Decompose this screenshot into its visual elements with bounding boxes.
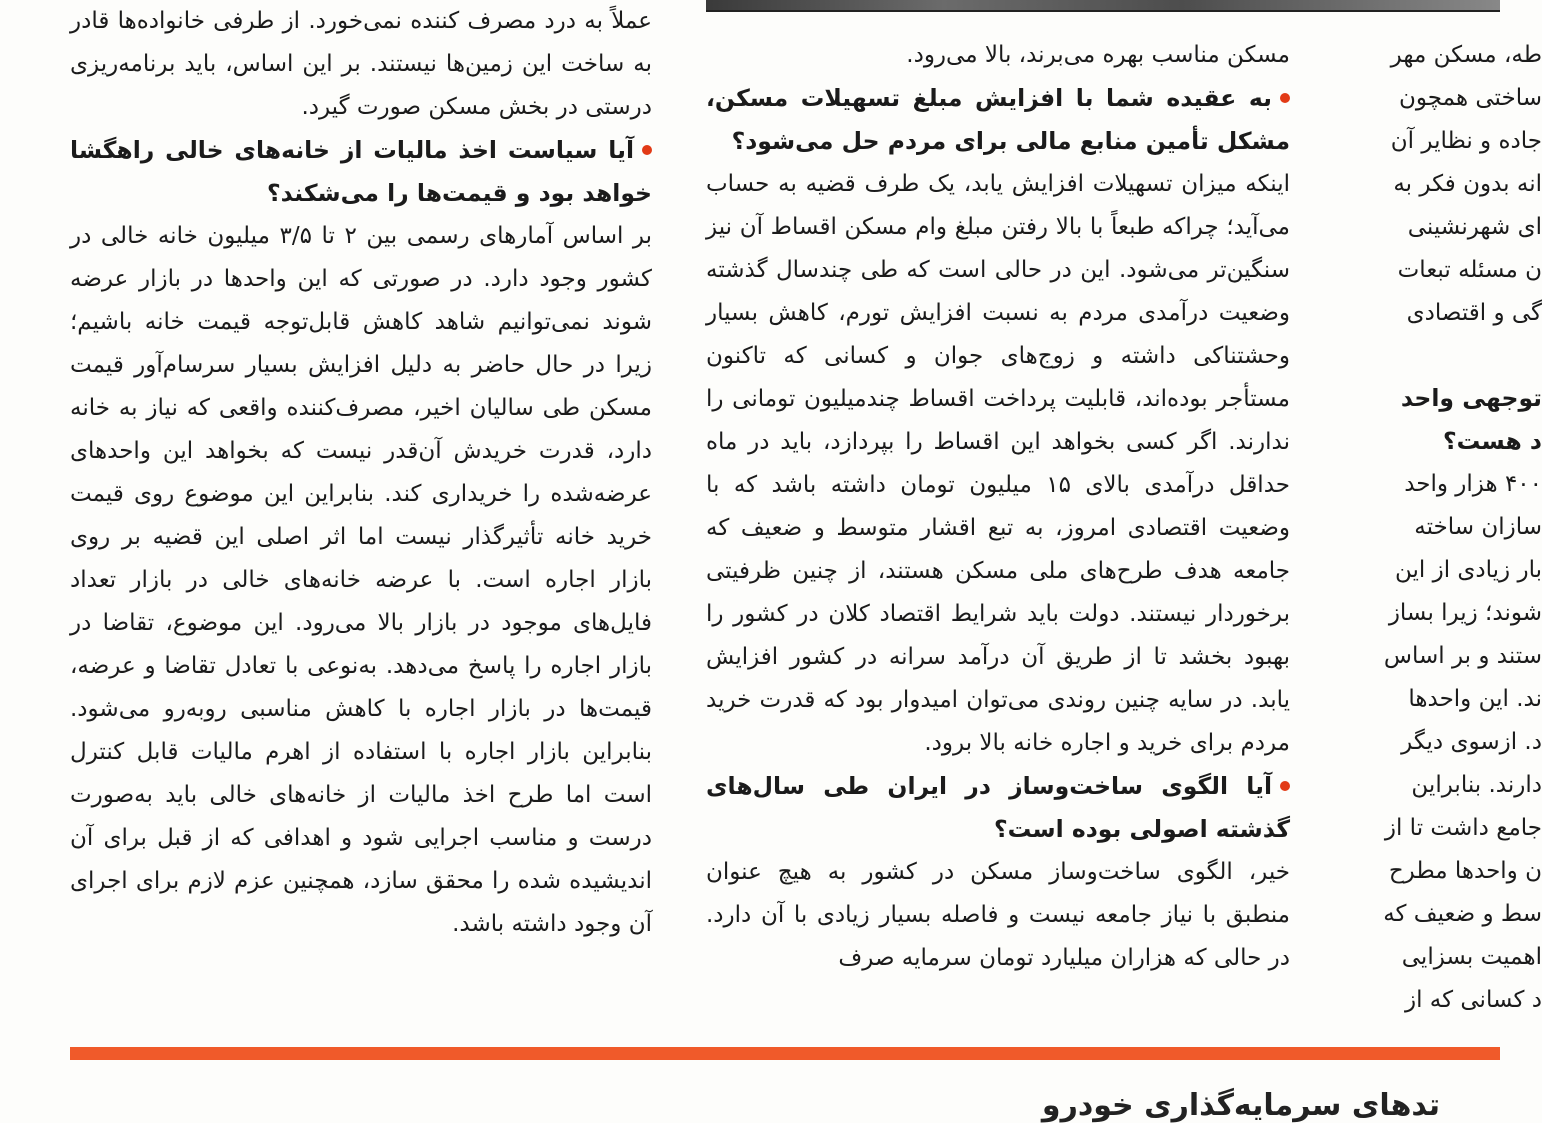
right-line: گی و اقتصادی <box>1406 300 1542 326</box>
right-column <box>1342 34 1542 1022</box>
bullet-icon <box>1280 781 1290 791</box>
left-intro: عملاً به درد مصرف کننده نمی‌خورد. از طرفی خانواده‌ها قادر به ساخت این زمین‌ها نیستند. بر این اساس، باید برنامه‌ریزی درستی در بخش مسکن صورت گیرد. <box>70 8 652 120</box>
middle-question-1-text: به عقیده شما با افزایش مبلغ تسهیلات مسکن، مشکل تأمین منابع مالی برای مردم حل می‌شود؟ <box>706 84 1290 155</box>
right-line: ند. این واحدها <box>1408 686 1542 712</box>
middle-intro: مسکن مناسب بهره می‌برند، بالا می‌رود. <box>906 42 1290 68</box>
left-answer: بر اساس آمارهای رسمی بین ۲ تا ۳/۵ میلیون خانه خالی در کشور وجود دارد. در صورتی که این واحدها در بازار عرضه شوند نمی‌توانیم شاهد کاهش قابل‌توجه قیمت خانه باشیم؛ زیرا در حال حاضر به دلیل افزایش بسیار سرسام‌آور قیمت مسکن طی سالیان اخیر، مصرف‌کننده واقعی که نیاز به خانه دارد، قدرت خریدش آن‌قدر نیست که بخواهد این واحدهای عرضه‌شده را خریداری کند. بنابراین این موضوع روی قیمت خرید خانه تأثیرگذار نیست اما اثر اصلی این قضیه بر روی بازار اجاره است. با عرضه خانه‌های خالی در بازار تعداد فایل‌های موجود در بازار بالا می‌رود. این موضوع، تقاضا در بازار اجاره را پاسخ می‌دهد. به‌نوعی با تعادل تقاضا و عرضه، قیمت‌ها در بازار اجاره با کاهش مناسبی روبه‌رو می‌شود. بنابراین بازار اجاره با استفاده از اهرم مالیات قابل کنترل است اما طرح اخذ مالیات از خانه‌های خالی باید به‌صورت درست و مناسب اجرایی شود و اهدافی که از قبل برای آن اندیشیده شده را محقق سازد، همچنین عزم لازم برای اجرای آن وجود داشته باشد. <box>70 223 652 937</box>
middle-question-1 <box>706 77 1290 163</box>
left-question-text: آیا سیاست اخذ مالیات از خانه‌های خالی راهگشا خواهد بود و قیمت‌ها را می‌شکند؟ <box>70 136 652 207</box>
bullet-icon <box>1280 93 1290 103</box>
right-line: طه، مسکن مهر <box>1390 42 1542 68</box>
right-line: سازان ساخته <box>1414 514 1542 540</box>
right-line: انه بدون فکر به <box>1393 171 1542 197</box>
left-column <box>70 0 652 946</box>
middle-question-2-text: آیا الگوی ساخت‌وساز در ایران طی سال‌های گذشته اصولی بوده است؟ <box>706 772 1290 843</box>
right-line: د کسانی که از <box>1404 987 1542 1013</box>
next-article-title: تدهای سرمایه‌گذاری خودرو <box>1041 1088 1440 1123</box>
right-column-clip <box>1342 0 1542 1040</box>
right-line: جامع داشت تا از <box>1384 815 1542 841</box>
right-line: ن مسئله تبعات <box>1397 257 1542 283</box>
right-line: جاده و نظایر آن <box>1390 128 1542 154</box>
middle-answer-2: خیر، الگوی ساخت‌وساز مسکن در کشور به هیچ عنوان منطبق با نیاز جامعه نیست و فاصله بسیار زیادی با آن دارد. در حالی که هزاران میلیارد تومان سرمایه صرف <box>706 859 1290 971</box>
bullet-icon <box>642 145 652 155</box>
right-line: ۴۰۰ هزار واحد <box>1404 471 1542 497</box>
right-heading-line: توجهی واحد <box>1400 384 1542 412</box>
right-line: ساختی همچون <box>1399 85 1542 111</box>
right-line: بار زیادی از این <box>1394 557 1542 583</box>
right-line: ستند و بر اساس <box>1383 643 1542 669</box>
middle-answer-1: اینکه میزان تسهیلات افزایش یابد، یک طرف قضیه به حساب می‌آید؛ چراکه طبعاً با بالا رفتن مبلغ وام مسکن اقساط آن نیز سنگین‌تر می‌شود. این در حالی است که طی چندسال گذشته وضعیت درآمدی مردم به نسبت افزایش تورم، کاهش بسیار وحشتناکی داشته و زوج‌های جوان و کسانی که تاکنون مستأجر بوده‌اند، قابلیت پرداخت اقساط چندمیلیون تومانی را ندارند. اگر کسی بخواهد این اقساط را بپردازد، باید در ماه حداقل درآمدی بالای ۱۵ میلیون تومان داشته باشد که با وضعیت اقتصادی امروز، به تبع اقشار متوسط و ضعیف که جامعه هدف طرح‌های ملی مسکن هستند، از چنین ظرفیتی برخوردار نیستند. دولت باید شرایط اقتصاد کلان در کشور را بهبود بخشد تا از طریق آن درآمد سرانه در کشور افزایش یابد. در سایه چنین روندی می‌توان امیدوار بود که قدرت خرید مردم برای خرید و اجاره خانه بالا برود. <box>706 171 1290 756</box>
right-line: سط و ضعیف که <box>1383 901 1542 927</box>
right-line: اهمیت بسزایی <box>1401 944 1542 970</box>
middle-column <box>706 34 1290 980</box>
spacer <box>1342 335 1542 377</box>
left-question-heading <box>70 129 652 215</box>
right-line: د. ازسوی دیگر <box>1401 729 1542 755</box>
right-line: ن واحدها مطرح <box>1388 858 1542 884</box>
section-divider <box>70 1047 1500 1060</box>
right-line: شوند؛ زیرا بساز <box>1388 600 1542 626</box>
middle-question-2 <box>706 765 1290 851</box>
right-heading-line: د هست؟ <box>1443 427 1542 455</box>
right-line: ای شهرنشینی <box>1407 214 1542 240</box>
right-line: دارند. بنابراین <box>1411 772 1542 798</box>
